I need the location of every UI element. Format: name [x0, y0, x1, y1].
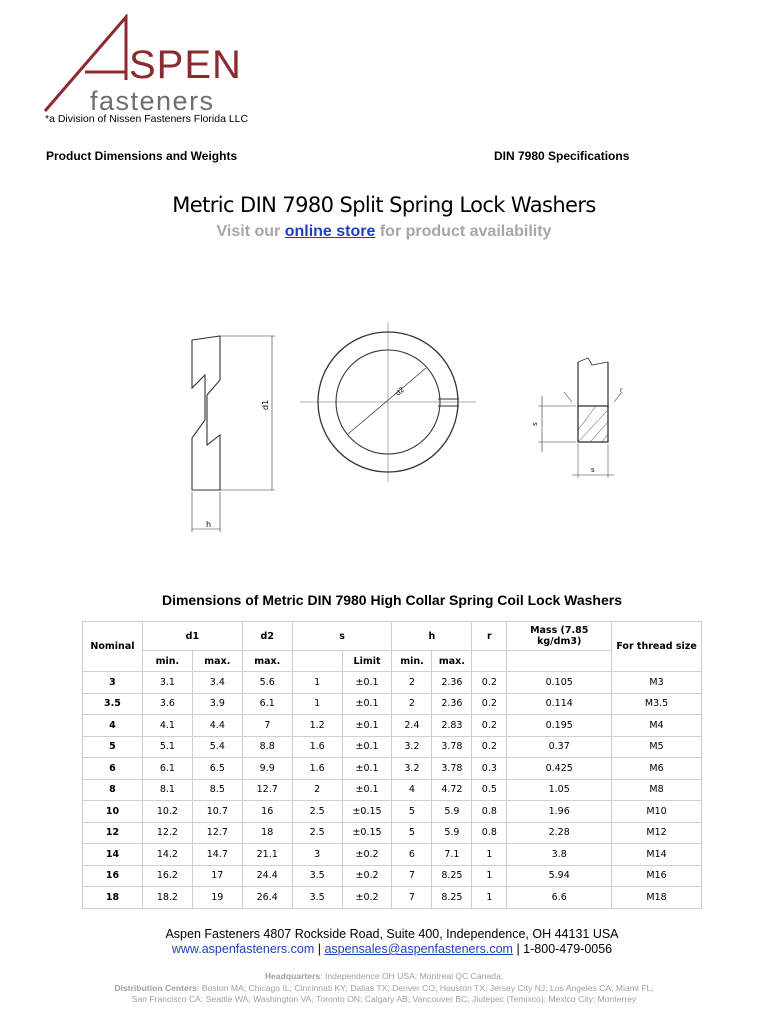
- page-title: Metric DIN 7980 Split Spring Lock Washers: [172, 193, 596, 217]
- table-cell: 1.05: [507, 779, 612, 801]
- nominal-cell: 10: [83, 801, 143, 823]
- logo-brand-text: SPEN: [129, 43, 242, 87]
- col-thread: For thread size: [612, 622, 702, 672]
- nominal-cell: 3.5: [83, 693, 143, 715]
- footer-address: Aspen Fasteners 4807 Rockside Road, Suite 400, Independence, OH 44131 USA: [165, 927, 619, 941]
- table-cell: 3.2: [392, 736, 432, 758]
- section-view: [538, 358, 622, 478]
- table-title: Dimensions of Metric DIN 7980 High Collar Spring Coil Lock Washers: [161, 592, 623, 608]
- table-cell: 0.5: [472, 779, 507, 801]
- label-d2: d2: [394, 385, 407, 398]
- table-cell: 3.2: [392, 758, 432, 780]
- table-cell: M14: [612, 844, 702, 866]
- table-cell: 17: [192, 865, 242, 887]
- table-cell: 3.8: [507, 844, 612, 866]
- table-cell: 12.7: [242, 779, 292, 801]
- online-store-link[interactable]: online store: [284, 223, 376, 240]
- footer-sep: |: [314, 942, 325, 956]
- store-post: for product availability: [375, 223, 552, 240]
- footer-contact: [0, 942, 768, 956]
- table-cell: ±0.2: [342, 887, 392, 909]
- label-h: h: [206, 520, 212, 529]
- table-cell: 14.7: [192, 844, 242, 866]
- table-cell: 21.1: [242, 844, 292, 866]
- nominal-cell: 6: [83, 758, 143, 780]
- table-cell: 3.78: [432, 758, 472, 780]
- table-cell: 3.5: [292, 865, 342, 887]
- store-line: [0, 223, 768, 241]
- table-cell: M8: [612, 779, 702, 801]
- table-cell: 5.6: [242, 672, 292, 694]
- table-cell: 6: [392, 844, 432, 866]
- table-cell: ±0.1: [342, 693, 392, 715]
- table-cell: M10: [612, 801, 702, 823]
- table-cell: 16.2: [142, 865, 192, 887]
- table-cell: 10.7: [192, 801, 242, 823]
- table-cell: ±0.1: [342, 672, 392, 694]
- header-right: DIN 7980 Specifications: [494, 149, 630, 163]
- table-cell: 5.1: [142, 736, 192, 758]
- sub-max-h: max.: [432, 651, 472, 672]
- table-cell: 4: [392, 779, 432, 801]
- table-cell: 5.9: [432, 822, 472, 844]
- header-left: Product Dimensions and Weights: [46, 149, 238, 163]
- store-pre: Visit our: [216, 223, 285, 240]
- table-cell: 2.5: [292, 801, 342, 823]
- website-link[interactable]: www.aspenfasteners.com: [171, 942, 315, 956]
- table-cell: M3.5: [612, 693, 702, 715]
- sub-min-h: min.: [392, 651, 432, 672]
- table-row: [83, 801, 702, 823]
- table-cell: 8.1: [142, 779, 192, 801]
- table-cell: ±0.15: [342, 822, 392, 844]
- table-cell: 7: [392, 887, 432, 909]
- table-cell: ±0.15: [342, 801, 392, 823]
- table-cell: 12.2: [142, 822, 192, 844]
- table-cell: 0.425: [507, 758, 612, 780]
- sub-blank-s: [292, 651, 342, 672]
- sub-max-d1: max.: [192, 651, 242, 672]
- table-cell: 6.5: [192, 758, 242, 780]
- col-nominal: Nominal: [83, 622, 143, 672]
- table-cell: 0.114: [507, 693, 612, 715]
- col-h: h: [392, 622, 472, 651]
- division-note: *a Division of Nissen Fasteners Florida LLC: [45, 113, 249, 125]
- table-cell: 3.4: [192, 672, 242, 694]
- col-d1: d1: [142, 622, 242, 651]
- table-cell: 19: [192, 887, 242, 909]
- sub-mass: [507, 651, 612, 672]
- nominal-cell: 4: [83, 715, 143, 737]
- col-mass: Mass (7.85 kg/dm3): [507, 622, 612, 651]
- dc-line: [0, 983, 768, 995]
- label-s-bottom: s: [591, 466, 595, 474]
- distribution-info: [0, 971, 768, 1006]
- table-cell: 0.2: [472, 736, 507, 758]
- table-cell: 8.25: [432, 887, 472, 909]
- table-cell: M3: [612, 672, 702, 694]
- table-cell: 5: [392, 801, 432, 823]
- table-cell: 8.8: [242, 736, 292, 758]
- nominal-cell: 8: [83, 779, 143, 801]
- table-row: [83, 672, 702, 694]
- table-cell: 1: [472, 844, 507, 866]
- table-cell: 2: [392, 672, 432, 694]
- table-cell: 0.2: [472, 693, 507, 715]
- table-cell: 16: [242, 801, 292, 823]
- table-cell: 0.105: [507, 672, 612, 694]
- table-cell: ±0.1: [342, 779, 392, 801]
- table-cell: 2: [392, 693, 432, 715]
- table-cell: 1: [292, 693, 342, 715]
- col-s: s: [292, 622, 392, 651]
- hq-line: [0, 971, 768, 983]
- footer-phone: | 1-800-479-0056: [512, 942, 613, 956]
- table-cell: 18.2: [142, 887, 192, 909]
- table-cell: M5: [612, 736, 702, 758]
- table-cell: 14.2: [142, 844, 192, 866]
- nominal-cell: 12: [83, 822, 143, 844]
- table-cell: 1.6: [292, 758, 342, 780]
- table-cell: ±0.1: [342, 758, 392, 780]
- table-cell: 9.9: [242, 758, 292, 780]
- table-row: [83, 844, 702, 866]
- table-cell: 4.72: [432, 779, 472, 801]
- table-cell: 10.2: [142, 801, 192, 823]
- nominal-cell: 18: [83, 887, 143, 909]
- table-cell: 6.6: [507, 887, 612, 909]
- table-cell: 0.2: [472, 672, 507, 694]
- table-cell: 4.1: [142, 715, 192, 737]
- table-cell: 12.7: [192, 822, 242, 844]
- table-cell: 2: [292, 779, 342, 801]
- table-cell: M12: [612, 822, 702, 844]
- front-view: [300, 322, 476, 482]
- table-cell: 5.94: [507, 865, 612, 887]
- col-d2: d2: [242, 622, 292, 651]
- table-cell: 3.6: [142, 693, 192, 715]
- table-header-row: [83, 622, 702, 651]
- label-r: r: [620, 387, 623, 394]
- dc-label: Distribution Centers: [114, 982, 197, 993]
- table-row: [83, 715, 702, 737]
- table-cell: 2.36: [432, 693, 472, 715]
- table-cell: 2.36: [432, 672, 472, 694]
- table-cell: 6.1: [142, 758, 192, 780]
- table-cell: 18: [242, 822, 292, 844]
- table-cell: 6.1: [242, 693, 292, 715]
- label-s-side: s: [531, 422, 539, 426]
- table-cell: 24.4: [242, 865, 292, 887]
- sub-limit: Limit: [342, 651, 392, 672]
- table-cell: 8.25: [432, 865, 472, 887]
- table-cell: 5.9: [432, 801, 472, 823]
- nominal-cell: 3: [83, 672, 143, 694]
- table-row: [83, 758, 702, 780]
- table-cell: 0.195: [507, 715, 612, 737]
- table-cell: 0.2: [472, 715, 507, 737]
- table-cell: M4: [612, 715, 702, 737]
- nominal-cell: 14: [83, 844, 143, 866]
- nominal-cell: 16: [83, 865, 143, 887]
- table-cell: M16: [612, 865, 702, 887]
- sub-max-d2: max.: [242, 651, 292, 672]
- table-cell: 7.1: [432, 844, 472, 866]
- table-cell: 4.4: [192, 715, 242, 737]
- table-row: [83, 779, 702, 801]
- table-row: [83, 822, 702, 844]
- table-cell: ±0.1: [342, 736, 392, 758]
- table-cell: 7: [242, 715, 292, 737]
- table-cell: 1: [472, 887, 507, 909]
- table-cell: 1.6: [292, 736, 342, 758]
- table-cell: 5.4: [192, 736, 242, 758]
- aspen-logo: [40, 14, 270, 114]
- table-cell: 0.8: [472, 822, 507, 844]
- table-cell: 3: [292, 844, 342, 866]
- table-cell: 5: [392, 822, 432, 844]
- table-cell: 3.1: [142, 672, 192, 694]
- table-cell: 2.4: [392, 715, 432, 737]
- table-cell: 3.9: [192, 693, 242, 715]
- table-cell: 2.5: [292, 822, 342, 844]
- table-cell: 3.78: [432, 736, 472, 758]
- table-cell: 1: [292, 672, 342, 694]
- hq-text: : Independence OH USA; Montreal QC Canada;: [320, 971, 504, 981]
- table-cell: M18: [612, 887, 702, 909]
- table-cell: 26.4: [242, 887, 292, 909]
- hq-label: Headquarters: [264, 971, 321, 981]
- sub-blank-r: [472, 651, 507, 672]
- col-r: r: [472, 622, 507, 651]
- table-cell: 0.8: [472, 801, 507, 823]
- table-cell: M6: [612, 758, 702, 780]
- table-row: [83, 736, 702, 758]
- table-subheader-row: [83, 651, 702, 672]
- table-cell: ±0.2: [342, 844, 392, 866]
- table-cell: 2.83: [432, 715, 472, 737]
- dc-line-2: San Francisco CA; Seattle WA; Washington VA; Toronto ON; Calgary AB; Vancouver BC; Jiutepec (Temixco); Mexico City; Monterrey: [131, 994, 637, 1004]
- table-cell: 0.3: [472, 758, 507, 780]
- table-cell: 7: [392, 865, 432, 887]
- table-cell: 1.96: [507, 801, 612, 823]
- label-d1: d1: [261, 399, 270, 410]
- washer-drawing: [180, 300, 640, 540]
- sub-min-d1: min.: [142, 651, 192, 672]
- table-row: [83, 887, 702, 909]
- dc-text: : Boston MA; Chicago IL; Cincinnati KY; Dallas TX; Denver CO; Houston TX; Jersey City NJ; Los Angeles CA; Miami FL;: [196, 982, 654, 993]
- table-cell: 0.37: [507, 736, 612, 758]
- table-cell: 1: [472, 865, 507, 887]
- nominal-cell: 5: [83, 736, 143, 758]
- table-cell: 2.28: [507, 822, 612, 844]
- side-view: [192, 336, 275, 532]
- logo-sub-text: fasteners: [90, 86, 215, 114]
- table-row: [83, 865, 702, 887]
- table-cell: ±0.1: [342, 715, 392, 737]
- table-cell: 8.5: [192, 779, 242, 801]
- spec-table: [82, 621, 702, 909]
- email-link[interactable]: aspensales@aspenfasteners.com: [324, 942, 513, 956]
- table-row: [83, 693, 702, 715]
- table-cell: 1.2: [292, 715, 342, 737]
- table-body: [83, 672, 702, 909]
- table-cell: 3.5: [292, 887, 342, 909]
- table-cell: ±0.2: [342, 865, 392, 887]
